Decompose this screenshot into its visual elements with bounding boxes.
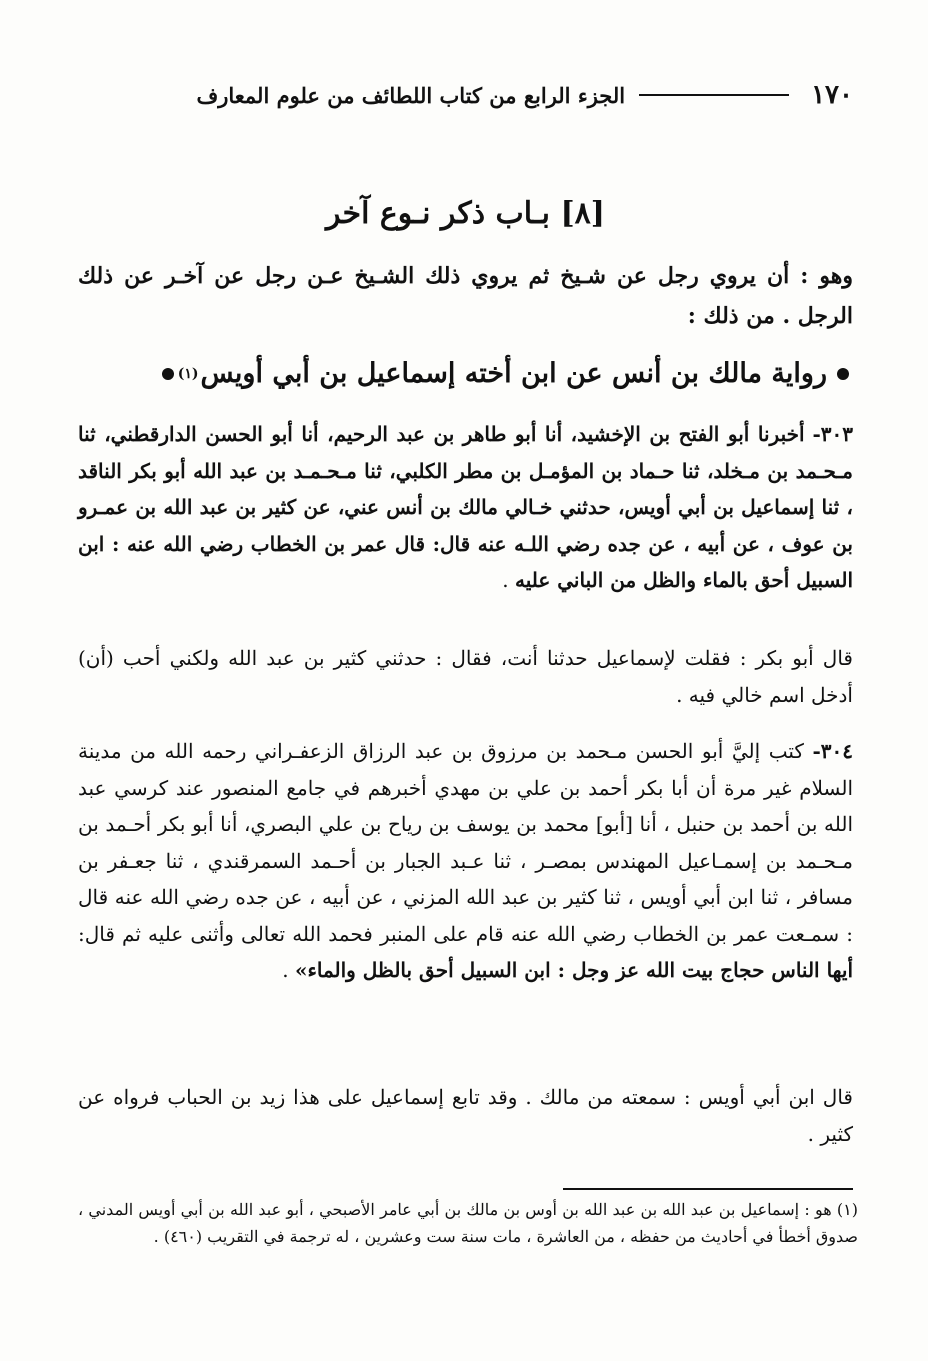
section-heading [78,358,853,389]
footnote-rule [563,1188,853,1190]
chapter-intro: وهو : أن يروي رجل عن شـيخ ثم يروي ذلك الشـيخ عـن رجل عن آخـر عن ذلك الرجل . من ذلك : [78,263,853,329]
hadith-chain-text: أخبرنا أبو الفتح بن الإخشيد، أنا أبو طاهر بن عبد الرحيم، أنا أبو الحسن الدارقطني، ثنا مـحـمد بن مـخلد، ثنا حـماد بن المؤمـل بن مطر الكلبي، ثنا مـحـمـد بن عبد الله أبو بكر الناقد ، ثنا إسماعيل بن أبي أويس، حدثني خـالي مالك بن أنس عني، عن كثير بن عبد الله بن عمـرو بن عوف ، عن أبيه ، عن جده رضي اللـه عنه قال: قال عمر بن الخطاب رضي الله عنه : [78,422,853,556]
footnote: (١) هو : إسماعيل بن عبد الله بن عبد الله بن أوس بن مالك بن أبي عامر الأصبحي ، أبو عبد الله بن أبي أويس المدني ، صدوق أخطأ في أحاديث من حفظه ، من العاشرة ، مات سنة ست وعشرين ، له ترجمة في التقريب (٤٦٠) . [78,1200,858,1246]
bullet-icon [162,368,174,380]
bullet-icon [837,368,849,380]
hadith-end: . [502,568,515,592]
hadith-matn: ابن السبيل أحق بالماء والظل من الباني عليه [78,531,853,592]
commentary-paragraph: قال أبو بكر : فقلت لإسماعيل حدثنا أنت، فقال : حدثني كثير بن عبد الله ولكني أحب (أن) أدخل اسم خالي فيه . [78,646,853,707]
page-number: ١٧٠ [811,80,853,110]
hadith-303 [78,416,853,599]
hadith-304 [78,733,853,989]
hadith-number: ٣٠٣- [812,422,853,446]
hadith-chain-text: كتب إليَّ أبو الحسن مـحمد بن مرزوق بن عبد الرزاق الزعفـراني رحمه الله من مدينة السلام غير مرة أن أبا بكر أحمد بن علي بن مهدي أخبرهم في جامع المنصور عند كرسي عبد الله بن أحمد بن حنبل ، أنا [أبو] محمد بن يوسف بن رياح بن علي البصري، أنا أبو بكر أحـمد بن مـحـمد بن إسمـاعيل المهندس بمصـر ، ثنا عـبد الجبار بن أحـمد السمرقندي ، ثنا جعـفر بن مسافر ، ثنا ابن أبي أويس ، ثنا كثير بن عبد الله المزني ، عن أبيه ، عن جده رضي الله عنه قال : سمـعت عمر بن الخطاب رضي الله عنه قام على المنبر فحمد الله تعالى وأثنى عليه ثم قال: [78,739,854,946]
chapter-heading: [٨] بـاب ذكر نـوع آخر [326,196,605,231]
footnote-reference: (١) [177,365,199,382]
hadith-end: . [282,958,295,982]
running-title: الجزء الرابع من كتاب اللطائف من علوم المعارف [196,82,626,108]
header-rule [639,94,789,96]
hadith-matn: أيها الناس حجاج بيت الله عز وجل : ابن السبيل أحق بالظل والماء» [294,958,853,982]
page-header [78,70,853,120]
section-heading-text: رواية مالك بن أنس عن ابن أخته إسماعيل بن أبي أويس [200,358,827,389]
hadith-number: ٣٠٤- [812,739,853,763]
commentary-paragraph: قال ابن أبي أويس : سمعته من مالك . وقد تابع إسماعيل على هذا زيد بن الحباب فرواه عن كثير . [78,1085,853,1146]
